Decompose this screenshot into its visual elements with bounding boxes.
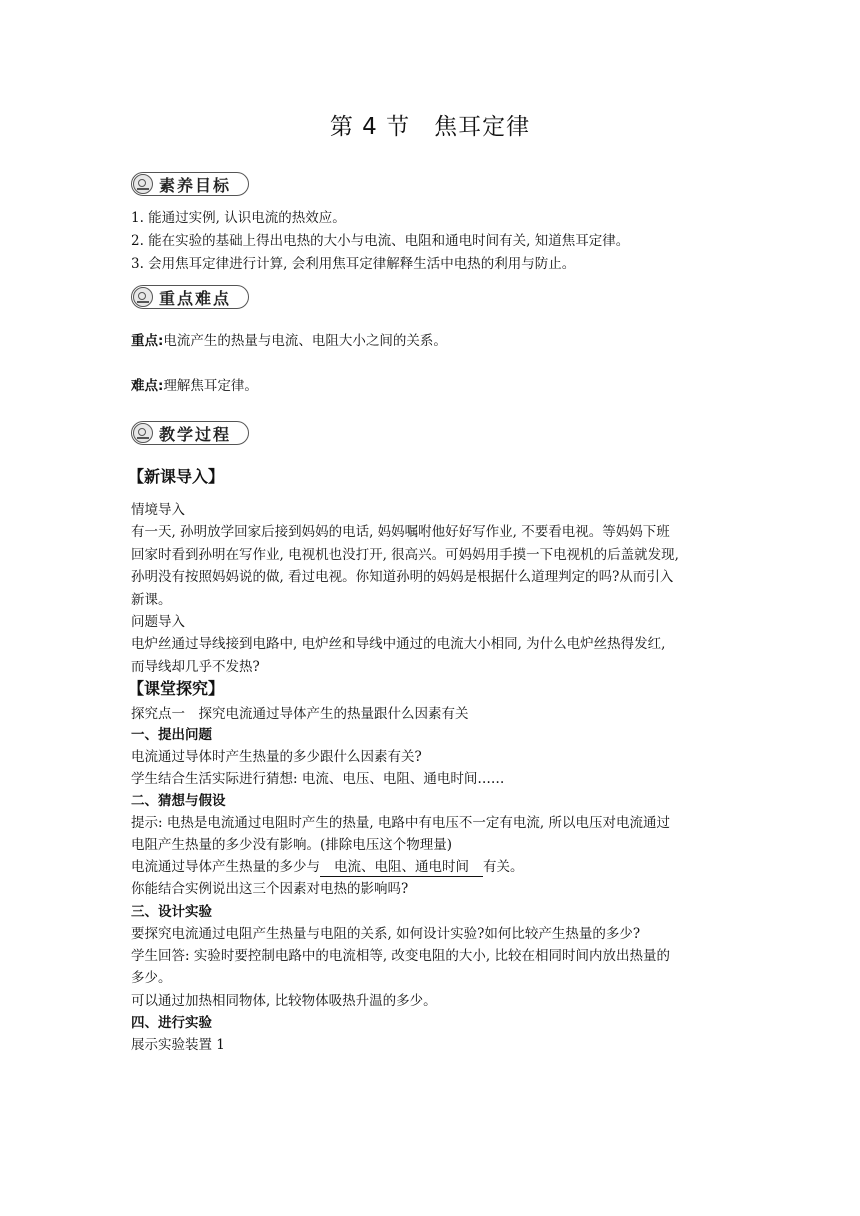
badge-emblem-icon: [133, 423, 153, 443]
fill-blank-answer: 电流、电阻、通电时间: [320, 859, 483, 877]
title-prefix: 第 4 节: [329, 114, 411, 140]
body-line: 提示: 电热是电流通过电阻时产生的热量, 电路中有电压不一定有电流, 所以电压对电流通过: [131, 815, 671, 831]
process-badge: [131, 421, 249, 445]
goal-item: 1. 能通过实例, 认识电流的热效应。: [131, 210, 346, 226]
process-badge-label: 教学过程: [159, 424, 232, 444]
scene-line: 有一天, 孙明放学回家后接到妈妈的电话, 妈妈嘱咐他好好写作业, 不要看电视。等妈妈下班: [131, 524, 670, 540]
body-line: 多少。: [131, 970, 172, 986]
scene-line: 孙明没有按照妈妈说的做, 看过电视。你知道孙明的妈妈是根据什么道理判定的吗?从而引入: [131, 569, 674, 585]
badge-emblem-icon: [133, 287, 153, 307]
scene-line: 新课。: [131, 592, 172, 608]
title-name: 焦耳定律: [434, 114, 531, 140]
question-line: 电炉丝通过导线接到电路中, 电炉丝和导线中通过的电流大小相同, 为什么电炉丝热得发红,: [131, 636, 666, 652]
goals-badge-label: 素养目标: [159, 175, 232, 195]
body-line: 电阻产生热量的多少没有影响。(排除电压这个物理量): [131, 837, 453, 853]
goal-item: 3. 会用焦耳定律进行计算, 会利用焦耳定律解释生活中电热的利用与防止。: [131, 256, 576, 272]
body-line: 你能结合实例说出这三个因素对电热的影响吗?: [131, 881, 409, 897]
body-line: 学生结合生活实际进行猜想: 电流、电压、电阻、通电时间……: [131, 771, 505, 787]
section-heading: 四、进行实验: [131, 1015, 212, 1031]
goal-item: 2. 能在实验的基础上得出电热的大小与电流、电阻和通电时间有关, 知道焦耳定律。: [131, 233, 630, 249]
keypoints-badge: [131, 285, 249, 309]
body-line: 电流通过导体时产生热量的多少跟什么因素有关?: [131, 749, 422, 765]
body-line: 学生回答: 实验时要控制电路中的电流相等, 改变电阻的大小, 比较在相同时间内放出热量的: [131, 948, 671, 964]
section-heading: 三、设计实验: [131, 904, 212, 920]
intro-heading: 【新课导入】: [128, 467, 225, 486]
explore-heading: 【课堂探究】: [128, 679, 225, 698]
goals-badge: [131, 172, 249, 196]
badge-emblem-icon: [133, 174, 153, 194]
key-point-text: 电流产生的热量与电流、电阻大小之间的关系。: [163, 333, 447, 349]
fill-blank-suffix: 有关。: [483, 859, 524, 875]
question-heading: 问题导入: [131, 614, 185, 630]
difficult-point: [131, 375, 258, 397]
fill-blank-line: [131, 856, 524, 878]
key-point-label: 重点:: [131, 333, 164, 349]
section-heading: 一、提出问题: [131, 727, 212, 743]
question-line: 而导线却几乎不发热?: [131, 659, 260, 675]
difficult-point-label: 难点:: [131, 378, 164, 394]
keypoints-badge-label: 重点难点: [159, 288, 232, 308]
page-title: [0, 108, 860, 141]
body-line: 可以通过加热相同物体, 比较物体吸热升温的多少。: [131, 993, 437, 1009]
section-heading: 二、猜想与假设: [131, 793, 226, 809]
scene-line: 回家时看到孙明在写作业, 电视机也没打开, 很高兴。可妈妈用手摸一下电视机的后盖就发现,: [131, 547, 679, 563]
body-line: 展示实验装置 1: [131, 1037, 225, 1053]
fill-blank-prefix: 电流通过导体产生热量的多少与: [131, 859, 320, 875]
explore-point-title: 探究点一 探究电流通过导体产生的热量跟什么因素有关: [131, 706, 469, 722]
scene-heading: 情境导入: [131, 502, 185, 518]
body-line: 要探究电流通过电阻产生热量与电阻的关系, 如何设计实验?如何比较产生热量的多少?: [131, 926, 641, 942]
difficult-point-text: 理解焦耳定律。: [163, 378, 258, 394]
key-point: [131, 330, 447, 352]
